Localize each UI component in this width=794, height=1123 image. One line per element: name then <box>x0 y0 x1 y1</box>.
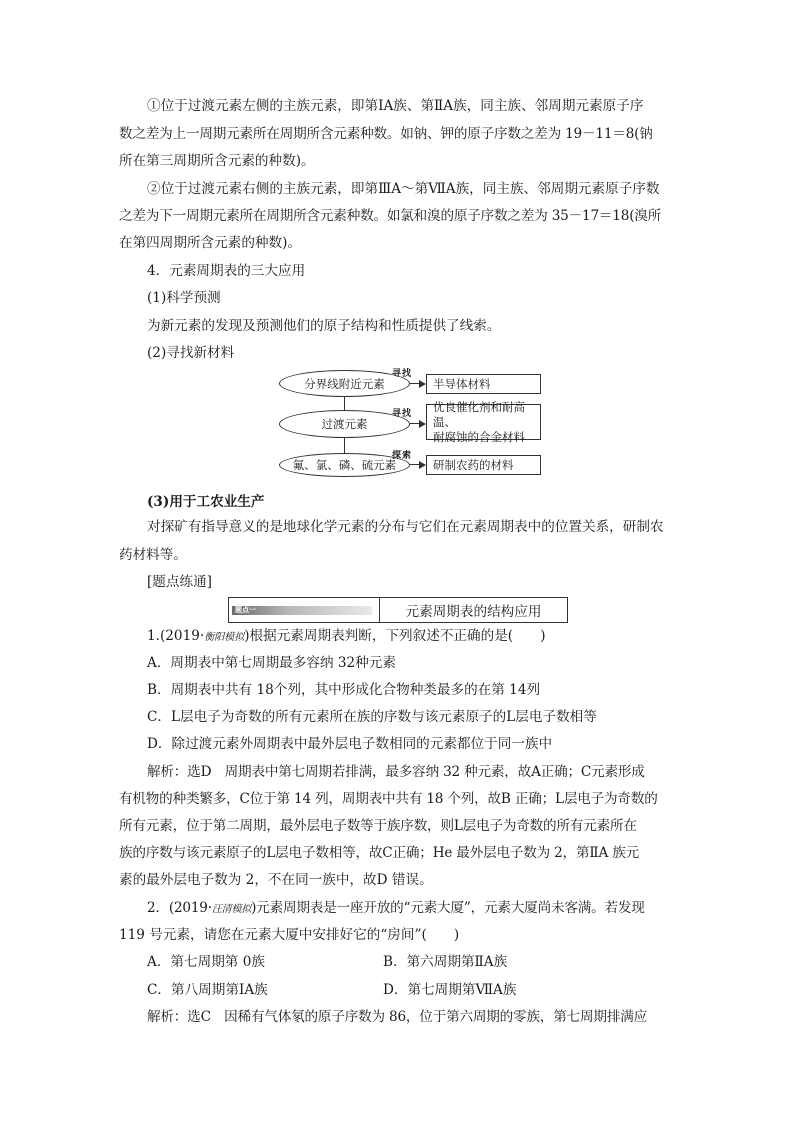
q1-stem <box>147 626 546 646</box>
diagram-source-node: 氟、氯、磷、硫元素 <box>279 453 410 477</box>
diagram-source-node: 分界线附近元素 <box>279 370 410 397</box>
q1-stem-suffix: )根据元素周期表判断，下列叙述不正确的是( ) <box>244 628 546 644</box>
para2-line1: ②位于过渡元素右侧的主族元素，即第ⅢA～第ⅦA族，同主族、邻周期元素原子序数 <box>147 181 660 197</box>
sub1-body: 为新元素的发现及预测他们的原子结构和性质提供了线索。 <box>147 318 501 334</box>
q2-stem-prefix: 2．(2019· <box>147 900 212 916</box>
q2-source: 汪清模拟 <box>211 904 252 915</box>
q1-answer-line2: 有机物的种类繁多，C位于第 14 列，周期表中共有 18 个列，故B 正确；L层电子为奇数的 <box>119 791 658 807</box>
q2-option-c: C．第八周期第ⅠA族 <box>147 982 268 998</box>
q1-stem-prefix: 1.(2019· <box>147 628 205 644</box>
q1-option-d: D．除过渡元素外周期表中最外层电子数相同的元素都位于同一族中 <box>147 736 553 752</box>
diagram-target-line: 耐腐蚀的合金材料 <box>433 429 525 444</box>
para1-line1: ①位于过渡元素左侧的主族元素，即第ⅠA族、第ⅡA族，同主族、邻周期元素原子序 <box>147 98 644 114</box>
q2-stem-suffix: )元素周期表是一座开放的“元素大厦”，元素大厦尚未客满。若发现 <box>251 900 645 916</box>
para1-line2: 数之差为上一周期元素所在周期所含元素种数。如钠、钾的原子序数之差为 19－11＝8(钠 <box>119 126 653 142</box>
banner-tag: 题点一 <box>235 606 256 614</box>
diagram-source-node: 过渡元素 <box>279 410 410 438</box>
q2-stem-line2: 119 号元素，请您在元素大厦中安排好它的“房间”( ) <box>119 927 460 943</box>
q1-option-a: A．周期表中第七周期最多容纳 32种元素 <box>147 655 396 671</box>
banner-title: 元素周期表的结构应用 <box>405 604 542 620</box>
q2-option-d: D．第七周期第ⅦA族 <box>383 982 517 998</box>
section-heading: 4．元素周期表的三大应用 <box>147 263 306 279</box>
arrow-right-icon <box>419 380 426 388</box>
arrow-right-icon <box>419 420 426 428</box>
diagram-arrow-label: 探索 <box>392 451 413 461</box>
q1-source: 衡阳模拟 <box>204 632 245 643</box>
subheading-3: (3)用于工农业生产 <box>147 494 265 510</box>
banner-tag-area <box>229 598 380 622</box>
subheading-2: (2)寻找新材料 <box>147 345 235 361</box>
q1-answer-line4: 族的序数与该元素原子的L层电子数相等，故C正确；He 最外层电子数为 2，第ⅡA 族元 <box>119 845 639 861</box>
sub3-body-line2: 药材料等。 <box>119 547 187 563</box>
diagram-target-line: 研制农药的材料 <box>433 457 514 472</box>
topic-banner <box>228 597 568 623</box>
para1-line3: 所在第三周期所含元素的种数)。 <box>119 153 315 169</box>
diagram-target-line: 优良催化剂和耐高温、 <box>433 399 525 429</box>
diagram-target-box <box>426 455 541 475</box>
q2-stem <box>147 898 645 918</box>
diagram-target-box <box>426 374 541 394</box>
q1-answer-line5: 素的最外层电子数为 2，不在同一族中，故D 错误。 <box>119 872 433 888</box>
diagram-arrow-label: 寻找 <box>392 369 413 379</box>
subheading-1: (1)科学预测 <box>147 290 221 306</box>
q2-option-a: A．第七周期第 0族 <box>147 954 265 970</box>
diagram-connector <box>344 396 345 410</box>
q1-answer-line1: 解析：选D 周期表中第七周期若排满，最多容纳 32 种元素，故A正确；C元素形成 <box>147 764 645 780</box>
q1-answer-line3: 所有元素，位于第二周期，最外层电子数等于族序数，则L层电子为奇数的所有元素所在 <box>119 818 637 834</box>
diagram-target-box <box>426 399 541 444</box>
diagram-arrow-label: 寻找 <box>392 409 413 419</box>
q1-option-c: C．L层电子为奇数的所有元素所在族的序数与该元素原子的L层电子数相等 <box>147 709 597 725</box>
q1-option-b: B．周期表中共有 18个列，其中形成化合物种类最多的在第 14列 <box>147 682 541 698</box>
arrow-right-icon <box>419 461 426 469</box>
para2-line3: 在第四周期所含元素的种数)。 <box>119 235 302 251</box>
sub3-body-line1: 对探矿有指导意义的是地球化学元素的分布与它们在元素周期表中的位置关系，研制农 <box>147 519 664 535</box>
para2-line2: 之差为下一周期元素所在周期所含元素种数。如氯和溴的原子序数之差为 35－17＝18(溴所 <box>119 208 662 224</box>
diagram-target-line: 半导体材料 <box>433 376 491 391</box>
diagram-connector <box>344 437 345 453</box>
q2-answer-line1: 解析：选C 因稀有气体氡的原子序数为 86，位于第六周期的零族，第七周期排满应 <box>147 1009 647 1025</box>
q2-option-b: B．第六周期第ⅡA族 <box>383 954 508 970</box>
practice-label: [题点练通] <box>147 574 212 590</box>
